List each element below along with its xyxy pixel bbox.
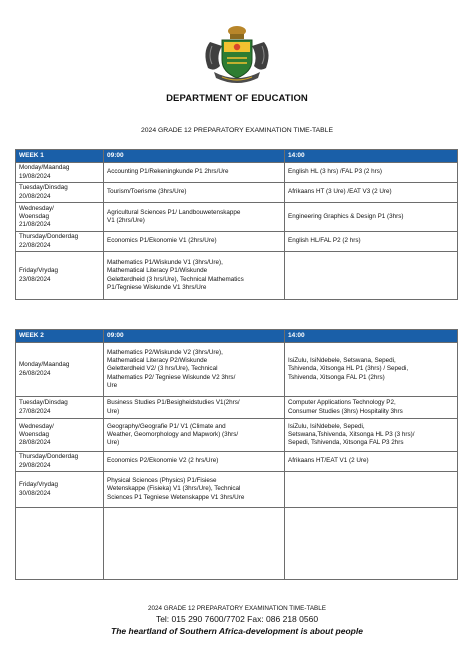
- day-cell: [16, 163, 104, 183]
- morning-session-header: 09:00: [104, 150, 285, 163]
- empty-cell: [16, 508, 104, 580]
- table-row: [16, 397, 458, 419]
- afternoon-paper: [285, 472, 458, 508]
- afternoon-paper: English HL (3 hrs) /FAL P3 (2 hrs): [285, 163, 458, 183]
- day-name: Wednesday/: [19, 422, 54, 430]
- week2-table: [15, 329, 458, 580]
- afternoon-paper: [285, 252, 458, 300]
- empty-cell: [104, 508, 285, 580]
- day-cell: [16, 452, 104, 472]
- week2-header-row: [16, 330, 458, 343]
- table-row: [16, 452, 458, 472]
- day-date: 28/08/2024: [19, 439, 51, 447]
- morning-paper: Geography/Geografie P1/ V1 (Climate and Weather, Geomorphology and Mapwork) (3hrs/ Ure): [104, 419, 285, 452]
- day-date: 27/08/2024: [19, 407, 51, 415]
- day-date: 29/08/2024: [19, 461, 51, 469]
- day-date: 26/08/2024: [19, 369, 51, 377]
- day-cell: [16, 472, 104, 508]
- afternoon-paper: Computer Applications Technology P2, Consumer Studies (3hrs) Hospitality 3hrs: [285, 397, 458, 419]
- footer-timetable-title: 2024 GRADE 12 PREPARATORY EXAMINATION TIME-TABLE: [148, 605, 326, 612]
- day-date: 30/08/2024: [19, 489, 51, 497]
- day-cell: [16, 183, 104, 203]
- footer-slogan: The heartland of Southern Africa-development is about people: [111, 626, 363, 636]
- day-cell: Wednesday/ Woensdag 28/08/2024: [16, 419, 104, 452]
- morning-paper: Tourism/Toerisme (3hrs/Ure): [104, 183, 285, 203]
- table-row: [16, 232, 458, 252]
- footer-contact: Tel: 015 290 7600/7702 Fax: 086 218 0560: [155, 614, 319, 624]
- week-label: WEEK 2: [16, 330, 104, 343]
- day-cell: [16, 343, 104, 397]
- empty-cell: [285, 508, 458, 580]
- afternoon-paper: Afrikaans HT/EAT V1 (2 Ure): [285, 452, 458, 472]
- morning-paper: Mathematics P1/Wiskunde V1 (3hrs/Ure), Mathematical Literacy P1/Wiskunde Geletterdheid (3 hrs/Ure), Technical Mathematics P1/Tegniese Wiskunde V1 3hrs/Ure: [104, 252, 285, 300]
- morning-paper: Mathematics P2/Wiskunde V2 (3hrs/Ure), Mathematical Literacy P2/Wiskunde Geletterdheid V2/ (3 hrs/Ure), Technical Mathematics P2/ Tegniese Wiskunde V2 3hrs/ Ure: [104, 343, 285, 397]
- day-name: Thursday/Donderdag: [19, 233, 79, 241]
- day-date: 20/08/2024: [19, 192, 51, 200]
- day-name: Friday/Vrydag: [19, 481, 58, 489]
- morning-paper: Accounting P1/Rekeningkunde P1 2hrs/Ure: [104, 163, 285, 183]
- afternoon-paper: IsiZulu, IsiNdebele, Setswana, Sepedi, Tshivenda, Xitsonga HL P1 (3hrs) / Sepedi, Tshivenda, Xitsonga FAL P1 (2hrs): [285, 343, 458, 397]
- table-row: [16, 252, 458, 300]
- table-row: [16, 203, 458, 232]
- week-label: WEEK 1: [16, 150, 104, 163]
- table-row: [16, 419, 458, 452]
- morning-paper: Economics P1/Ekonomie V1 (2hrs/Ure): [104, 232, 285, 252]
- day-date: 22/08/2024: [19, 241, 51, 249]
- afternoon-session-header: 14:00: [285, 330, 458, 343]
- department-title: DEPARTMENT OF EDUCATION: [166, 93, 308, 104]
- day-cell: Wednesday/ Woensdag 21/08/2024: [16, 203, 104, 232]
- day-date: 19/08/2024: [19, 172, 51, 180]
- afternoon-paper: IsiZulu, IsiNdebele, Sepedi, Setswana,Tshivenda, Xitsonga HL P3 (3 hrs)/ Sepedi, Tshivenda, Xitsonga FAL P3 2hrs: [285, 419, 458, 452]
- table-row: [16, 163, 458, 183]
- day-name: Tuesday/Dinsdag: [19, 399, 68, 407]
- morning-session-header: 09:00: [104, 330, 285, 343]
- day-cell: [16, 252, 104, 300]
- coat-of-arms-icon: [200, 22, 274, 88]
- table-row: [16, 472, 458, 508]
- day-cell: [16, 232, 104, 252]
- day-date: 21/08/2024: [19, 221, 51, 229]
- day-cell: [16, 397, 104, 419]
- morning-paper: Business Studies P1/Besigheidstudies V1(2hrs/ Ure): [104, 397, 285, 419]
- afternoon-session-header: 14:00: [285, 150, 458, 163]
- week1-header-row: [16, 150, 458, 163]
- day-name: Monday/Maandag: [19, 361, 70, 369]
- morning-paper: Agricultural Sciences P1/ Landbouwetenskappe V1 (2hrs/Ure): [104, 203, 285, 232]
- timetable-subtitle: 2024 GRADE 12 PREPARATORY EXAMINATION TIME-TABLE: [140, 127, 333, 134]
- morning-paper: Economics P2/Ekonomie V2 (2 hrs/Ure): [104, 452, 285, 472]
- day-date: 23/08/2024: [19, 275, 51, 283]
- afternoon-paper: English HL/FAL P2 (2 hrs): [285, 232, 458, 252]
- day-name: Friday/Vrydag: [19, 267, 58, 275]
- table-row: [16, 183, 458, 203]
- day-name: Thursday/Donderdag: [19, 453, 79, 461]
- table-row: [16, 343, 458, 397]
- afternoon-paper: Engineering Graphics & Design P1 (3hrs): [285, 203, 458, 232]
- day-name: Tuesday/Dinsdag: [19, 184, 68, 192]
- week1-table: [15, 149, 458, 300]
- day-name: Wednesday/: [19, 204, 54, 212]
- morning-paper: Physical Sciences (Physics) P1/Fisiese Wetenskappe (Fisieka) V1 (3hrs/Ure), Technical Sciences P1 Tegniese Wetenskappe V1 3hrs/Ure: [104, 472, 285, 508]
- table-row: [16, 508, 458, 580]
- day-name: Monday/Maandag: [19, 164, 70, 172]
- afternoon-paper: Afrikaans HT (3 Ure) /EAT V3 (2 Ure): [285, 183, 458, 203]
